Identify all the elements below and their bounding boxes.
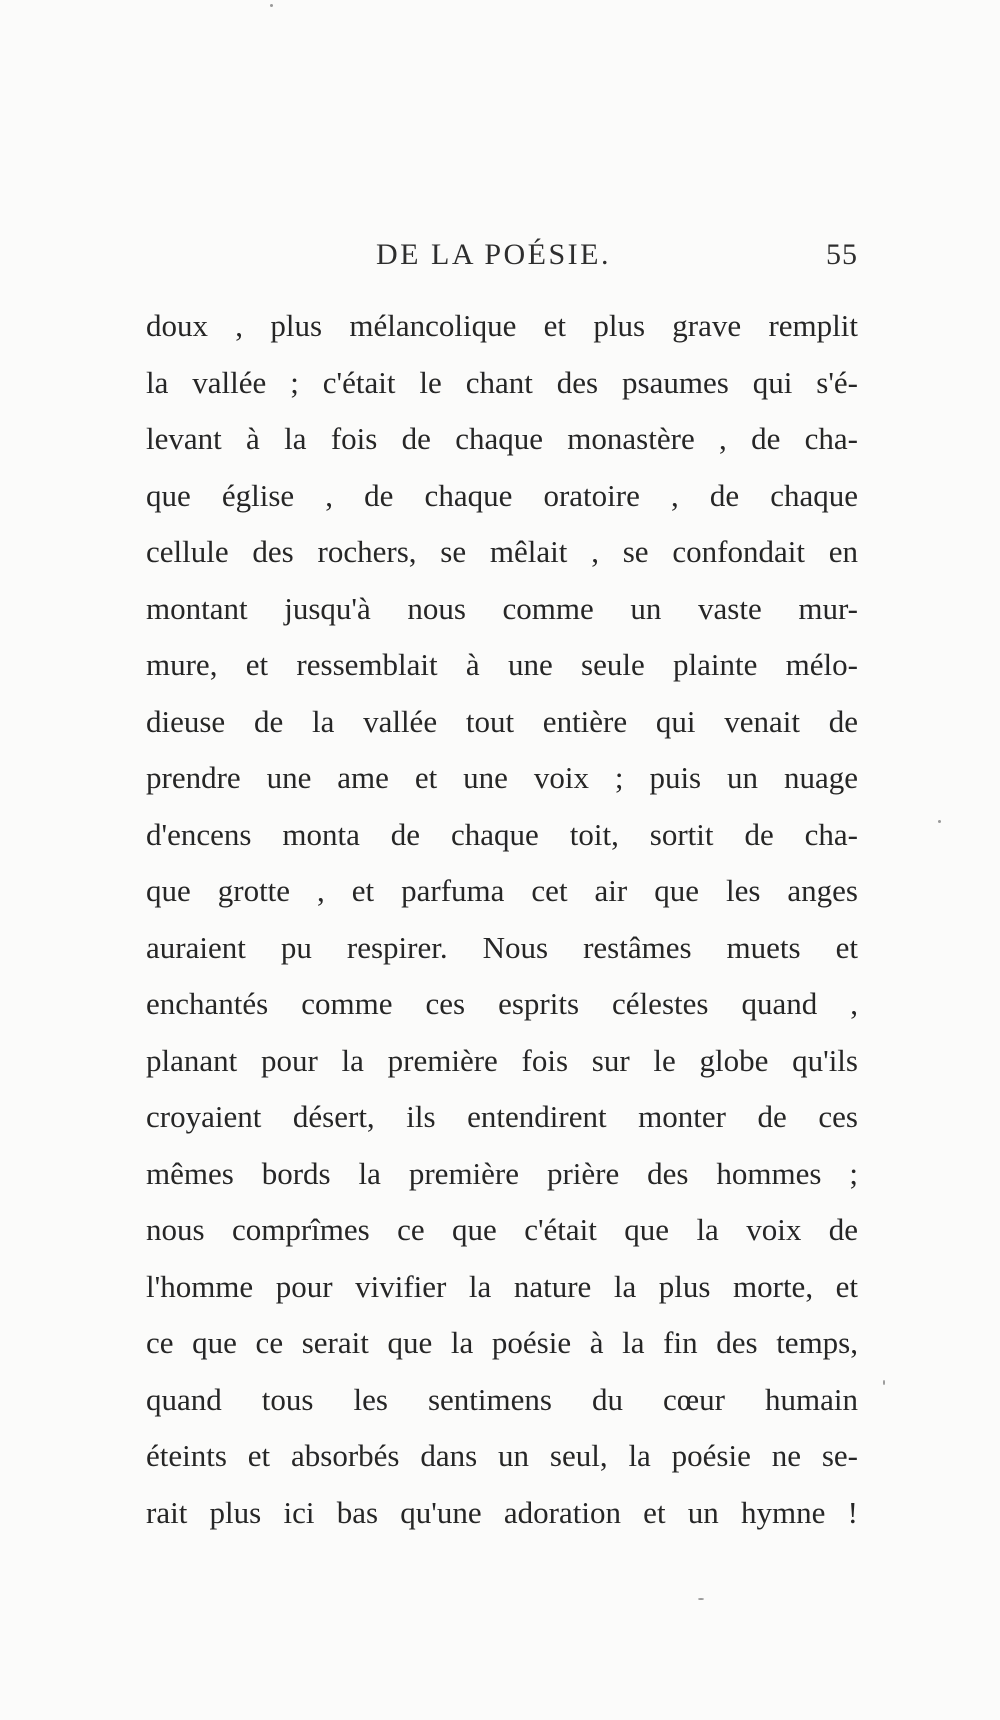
text-line: croyaient désert, ils entendirent monter de ces <box>146 1099 858 1134</box>
text-line: dieuse de la vallée tout entière qui venait de <box>146 703 858 739</box>
text-line: levant à la fois de chaque monastère , de cha- <box>146 421 858 456</box>
text-line: doux , plus mélancolique et plus grave remplit <box>146 308 858 343</box>
text-line: éteints et absorbés dans un seul, la poésie ne se- <box>146 1438 858 1473</box>
paper-speck <box>883 1380 885 1385</box>
page-header <box>146 238 858 278</box>
body-text <box>146 298 858 1541</box>
text-line: l'homme pour vivifier la nature la plus morte, et <box>146 1268 858 1304</box>
text-line: quand tous les sentimens du cœur humain <box>146 1381 858 1417</box>
page-number: 55 <box>826 238 858 271</box>
text-line: mêmes bords la première prière des hommes ; <box>146 1155 858 1191</box>
text-line: cellule des rochers, se mêlait , se confondait en <box>146 534 858 569</box>
text-line: planant pour la première fois sur le globe qu'ils <box>146 1042 858 1078</box>
text-line: la vallée ; c'était le chant des psaumes qui s'é- <box>146 364 858 400</box>
running-title: DE LA POÉSIE. <box>376 238 611 271</box>
text-line: que grotte , et parfuma cet air que les anges <box>146 873 858 908</box>
text-line: ce que ce serait que la poésie à la fin des temps, <box>146 1325 858 1360</box>
text-line: mure, et ressemblait à une seule plainte mélo- <box>146 647 858 682</box>
text-line: enchantés comme ces esprits célestes quand , <box>146 986 858 1021</box>
paper-speck <box>938 820 941 823</box>
text-line: que église , de chaque oratoire , de chaque <box>146 477 858 513</box>
text-line: auraient pu respirer. Nous restâmes muets et <box>146 929 858 965</box>
paper-speck <box>698 1598 704 1600</box>
text-line: nous comprîmes ce que c'était que la voix de <box>146 1212 858 1247</box>
text-line: d'encens monta de chaque toit, sortit de cha- <box>146 816 858 852</box>
text-line: prendre une ame et une voix ; puis un nuage <box>146 760 858 795</box>
paper-speck <box>270 4 273 7</box>
text-line: rait plus ici bas qu'une adoration et un hymne ! <box>146 1494 858 1530</box>
text-line: montant jusqu'à nous comme un vaste mur- <box>146 590 858 626</box>
